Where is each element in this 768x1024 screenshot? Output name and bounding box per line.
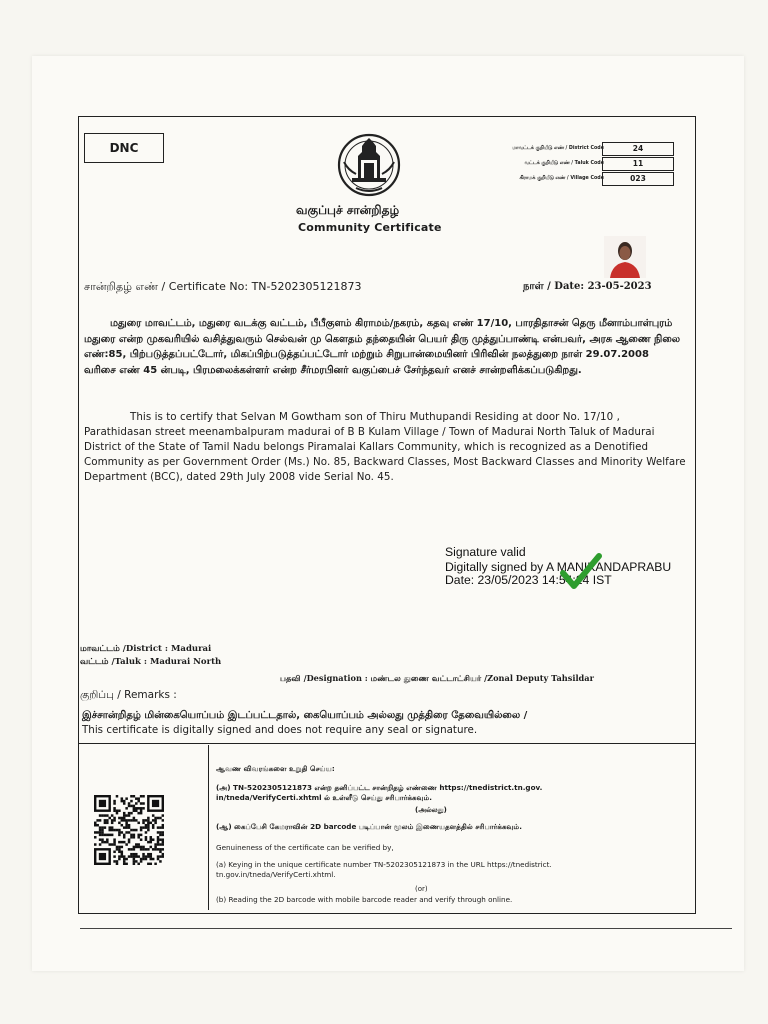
qr-code (94, 795, 164, 865)
signature-status: Signature valid (445, 545, 526, 559)
verify-tamil-a2: in/tneda/VerifyCerti.xhtml ல் உள்ளீடு செய்து சரிபார்க்கவும். (216, 793, 433, 802)
district-code-label: மாவட்டக் குறியீடு எண் / District Code (512, 146, 604, 151)
verify-english-a2: tn.gov.in/tneda/VerifyCerti.xhtml. (216, 870, 336, 879)
checkmark-icon (560, 553, 602, 591)
verify-english-heading: Genuineness of the certificate can be verified by, (216, 843, 394, 852)
remarks-label: குறிப்பு / Remarks : (80, 689, 177, 701)
verify-tamil-a1: (அ) TN-5202305121873 என்ற தனிப்பட்ட சான்றிதழ் எண்ணை https://tnedistrict.tn.gov. (216, 783, 543, 792)
title-english: Community Certificate (298, 221, 442, 234)
district-code-value: 24 (602, 142, 674, 156)
section-divider (78, 743, 696, 744)
date-value: 23-05-2023 (587, 281, 652, 292)
body-english: This is to certify that Selvan M Gowtham son of Thiru Muthupandi Residing at door No. 17/10 , Parathidasan street meenambalpuram madurai of B B Kulam Village / Town of Madurai North Taluk of Madurai District of the State of Tamil Nadu belongs Piramalai Kallars Community, which is recognized as a Denotified Community as per Government Order (Ms.) No. 85, Backward Classes, Most Backward Classes and Minority Welfare Department (BCC), dated 29th July 2008 vide Serial No. 45. (84, 411, 686, 483)
verify-tamil-or: (அல்லது) (415, 806, 447, 814)
taluk-code-value: 11 (602, 157, 674, 171)
applicant-photo (604, 236, 646, 278)
verify-tamil-heading: ஆவண விவரங்களை உறுதி செய்ய: (216, 764, 335, 773)
village-code-label: கிராமக் குறியீடு எண் / Village Code (519, 176, 604, 181)
taluk-code-label: வட்டக் குறியீடு எண் / Taluk Code (524, 161, 604, 166)
title-tamil: வகுப்புச் சான்றிதழ் (296, 203, 400, 217)
taluk-line: வட்டம் /Taluk : Madurai North (80, 657, 222, 667)
category-box: DNC (84, 133, 164, 163)
designation-line: பதவி /Designation : மண்டல துணை வட்டாட்சியர் /Zonal Deputy Tahsildar (280, 673, 594, 683)
cert-no-label: சான்றிதழ் எண் / Certificate No: (84, 280, 249, 293)
district-line: மாவட்டம் /District : Madurai (80, 644, 212, 654)
verify-tamil-b: (ஆ) கைப்பேசி கேமராவின் 2D barcode படிப்பான் மூலம் இணையதளத்தில் சரிபார்க்கவும். (216, 822, 522, 831)
verify-english-b: (b) Reading the 2D barcode with mobile barcode reader and verify through online. (216, 895, 513, 904)
signature-date: Date: 23/05/2023 14:54:24 IST (445, 573, 612, 587)
digital-signature-block (445, 546, 671, 587)
verify-english-a1: (a) Keying in the unique certificate number TN-5202305121873 in the URL https://tnedistrict. (216, 860, 552, 869)
remarks-tamil: இச்சான்றிதழ் மின்கையொப்பம் இடப்பட்டதால், கையொப்பம் அல்லது முத்திரை தேவையில்லை / (82, 710, 528, 721)
tamil-nadu-emblem-icon (334, 132, 404, 198)
date-line (523, 281, 652, 293)
cert-no-value: TN-5202305121873 (251, 280, 362, 293)
verify-english-or: (or) (415, 885, 428, 893)
signature-signer: Digitally signed by A MANIKANDAPRABU (445, 560, 672, 574)
date-label: நாள் / Date: (523, 281, 585, 292)
certificate-number-line (84, 280, 361, 295)
bottom-rule (80, 928, 732, 929)
remarks-english: This certificate is digitally signed and does not require any seal or signature. (82, 724, 478, 736)
village-code-value: 023 (602, 172, 674, 186)
body-tamil: மதுரை மாவட்டம், மதுரை வடக்கு வட்டம், பீபீகுளம் கிராமம்/நகரம், கதவு எண் 17/10, பாரதிதாசன் தெரு மீனாம்பாள்புரம் மதுரை என்ற முகவரியில் வசித்துவரும் செல்வன் மு கௌதம் தந்தையின் பெயர் திரு முத்துப்பாண்டி என்பவர், அரசு ஆணை நிலை எண்:85, பிற்படுத்தப்பட்டோர், மிகப்பிற்படுத்தப்பட்டோர் மற்றும் சிறுபான்மையினர் பிரிவின் நலத்துறை நாள் 29.07.2008 வரிசை எண் 45 ன்படி, பிரமலைக்கள்ளர் என்ற சீர்மரபினர் வகுப்பைச் சேர்ந்தவர் எனச் சான்றளிக்கப்படுகிறது. (84, 318, 681, 377)
